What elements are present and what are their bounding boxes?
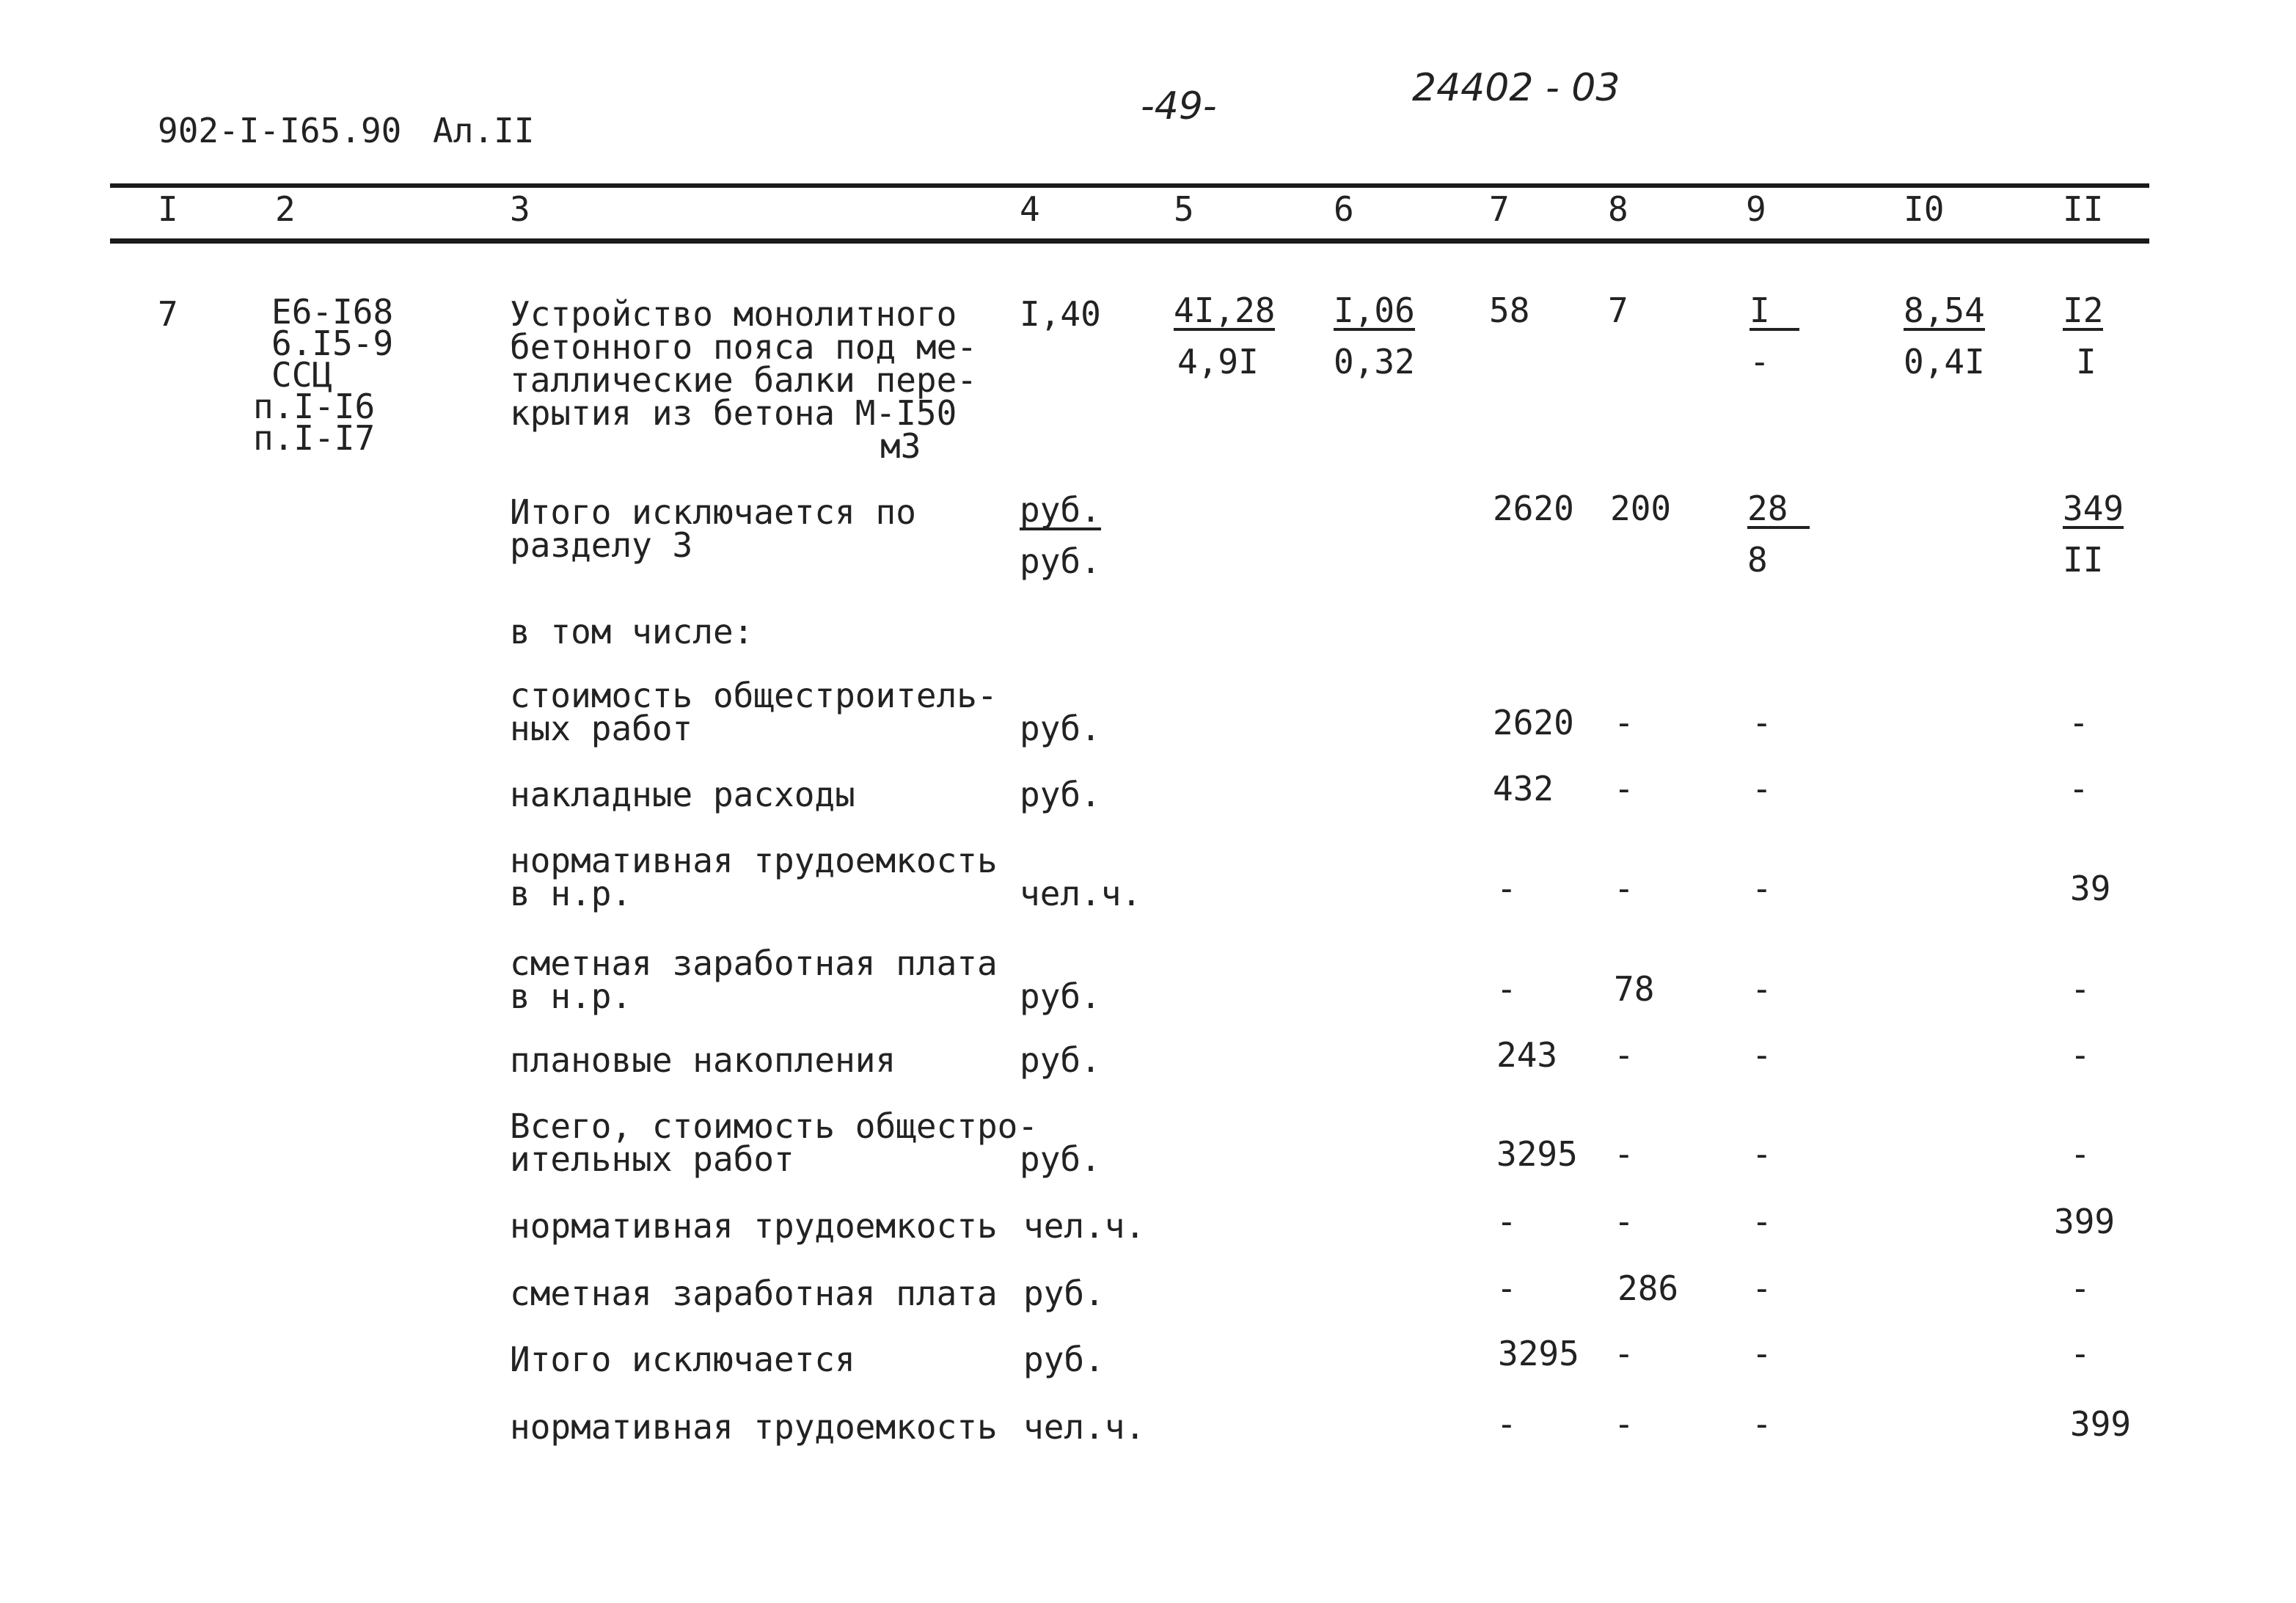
row-unit: руб. — [1020, 709, 1101, 748]
row-col11: - — [2070, 1134, 2091, 1174]
col-header-2: 2 — [275, 189, 296, 229]
including-label: в том числе: — [510, 612, 754, 651]
item-unit: м3 — [880, 426, 921, 466]
row-label: в н.р. — [510, 874, 632, 913]
row-col9: - — [1752, 969, 1772, 1009]
section-total-unit-top: руб. — [1020, 490, 1101, 530]
row-label: Всего, стоимость общестро- — [510, 1106, 1039, 1146]
row-col9: - — [1752, 869, 1772, 908]
row-unit: чел.ч. — [1023, 1407, 1146, 1447]
row-col9: - — [1752, 703, 1772, 742]
row-col7: - — [1496, 969, 1517, 1009]
item-ref: Е6-I68 — [271, 292, 394, 332]
row-col11: - — [2070, 969, 2091, 1009]
item-col11-bottom: I — [2076, 342, 2096, 381]
row-col9: - — [1752, 769, 1772, 808]
row-col9: - — [1752, 1202, 1772, 1241]
row-label: ных работ — [510, 709, 693, 748]
col-header-5: 5 — [1174, 189, 1194, 229]
col-header-7: 7 — [1489, 189, 1510, 229]
row-col8: 78 — [1614, 969, 1655, 1009]
row-label: нормативная трудоемкость — [510, 1407, 998, 1447]
row-col7: 243 — [1496, 1035, 1558, 1075]
item-col5-top: 4I,28 — [1174, 291, 1276, 330]
row-col11: - — [2070, 1268, 2091, 1308]
item-col9-bottom: - — [1750, 342, 1770, 381]
item-col6-bottom: 0,32 — [1334, 342, 1415, 381]
section-total-unit-bottom: руб. — [1020, 541, 1101, 581]
row-col8: - — [1614, 1134, 1634, 1174]
stamp-number: 24402 - 03 — [1412, 66, 1620, 110]
row-col7: 3295 — [1498, 1334, 1579, 1373]
row-unit: руб. — [1020, 1139, 1101, 1179]
item-col7: 58 — [1489, 291, 1530, 330]
row-label: накладные расходы — [510, 775, 855, 814]
row-label: сметная заработная плата — [510, 943, 998, 983]
item-col6-top: I,06 — [1334, 291, 1415, 330]
col-header-9: 9 — [1746, 189, 1766, 229]
row-col7: - — [1496, 869, 1517, 908]
row-unit: руб. — [1023, 1340, 1105, 1379]
page-number: -49- — [1141, 84, 1217, 128]
item-description-line: Устройство монолитного — [510, 294, 957, 334]
item-number: 7 — [158, 294, 178, 334]
row-label: в н.р. — [510, 976, 632, 1016]
row-label: стоимость общестроитель- — [510, 676, 998, 715]
col-header-6: 6 — [1334, 189, 1354, 229]
row-label: сметная заработная плата — [510, 1274, 998, 1313]
row-col8: - — [1614, 869, 1634, 908]
sheet-label: Ал.II — [433, 111, 535, 150]
section-total-col7: 2620 — [1493, 489, 1574, 528]
row-col7: 432 — [1493, 769, 1554, 808]
row-label: плановые накопления — [510, 1040, 896, 1080]
row-col11: - — [2070, 1035, 2091, 1075]
row-col9: - — [1752, 1268, 1772, 1308]
row-col9: - — [1752, 1035, 1772, 1075]
item-col10-top: 8,54 — [1904, 291, 1985, 330]
row-unit: руб. — [1023, 1274, 1105, 1313]
row-col8: - — [1614, 1035, 1634, 1075]
section-total-col8: 200 — [1610, 489, 1672, 528]
item-ref: 6.I5-9 — [271, 324, 394, 363]
col-header-4: 4 — [1020, 189, 1040, 229]
col-header-8: 8 — [1608, 189, 1628, 229]
row-unit: руб. — [1020, 976, 1101, 1016]
row-col8: - — [1614, 1202, 1634, 1241]
row-col7: - — [1496, 1404, 1517, 1444]
row-label: нормативная трудоемкость — [510, 1206, 998, 1246]
row-col11: 39 — [2070, 869, 2111, 908]
col-header-11: II — [2063, 189, 2104, 229]
row-col11: 399 — [2070, 1404, 2132, 1444]
table-top-rule — [110, 183, 2149, 188]
row-label: ительных работ — [510, 1139, 794, 1179]
section-total-col9-bottom: 8 — [1747, 540, 1768, 580]
row-col11: - — [2069, 769, 2089, 808]
item-ref: п.I-I7 — [253, 418, 376, 458]
item-col9-top: I — [1750, 293, 1799, 331]
row-col9: - — [1752, 1404, 1772, 1444]
item-description-line: бетонного пояса под ме- — [510, 327, 977, 367]
item-description-line: крытия из бетона М-I50 — [510, 393, 957, 433]
row-col8: - — [1614, 1334, 1634, 1373]
item-col10-bottom: 0,4I — [1904, 342, 1985, 381]
section-total-col11-bottom: II — [2063, 540, 2104, 580]
col-header-3: 3 — [510, 189, 530, 229]
item-quantity: I,40 — [1020, 294, 1101, 334]
item-ref: п.I-I6 — [253, 387, 376, 426]
col-header-1: I — [158, 189, 178, 229]
item-col8: 7 — [1608, 291, 1628, 330]
section-total-col11-top: 349 — [2063, 489, 2124, 528]
row-col8: - — [1614, 1404, 1634, 1444]
row-col7: - — [1496, 1268, 1517, 1308]
item-description-line: таллические балки пере- — [510, 360, 977, 400]
row-col7: - — [1496, 1202, 1517, 1241]
item-col5-bottom: 4,9I — [1177, 342, 1259, 381]
row-label: Итого исключается — [510, 1340, 855, 1379]
row-unit: чел.ч. — [1023, 1206, 1146, 1246]
row-unit: чел.ч. — [1020, 874, 1142, 913]
doc-code: 902-I-I65.90 — [158, 111, 402, 150]
item-ref: ССЦ — [271, 355, 333, 395]
section-total-label: разделу 3 — [510, 525, 693, 565]
row-col11: 399 — [2054, 1202, 2116, 1241]
item-col11-top: I2 — [2063, 291, 2104, 330]
row-unit: руб. — [1020, 1040, 1101, 1080]
row-col8: - — [1614, 703, 1634, 742]
row-label: нормативная трудоемкость — [510, 841, 998, 880]
row-col11: - — [2069, 703, 2089, 742]
row-col9: - — [1752, 1134, 1772, 1174]
col-header-10: I0 — [1904, 189, 1945, 229]
row-col9: - — [1752, 1334, 1772, 1373]
section-total-label: Итого исключается по — [510, 492, 916, 532]
row-unit: руб. — [1020, 775, 1101, 814]
row-col8: - — [1614, 769, 1634, 808]
row-col7: 3295 — [1496, 1134, 1578, 1174]
section-total-col9-top: 28 — [1747, 492, 1810, 529]
table-header-rule — [110, 238, 2149, 244]
row-col8: 286 — [1617, 1268, 1679, 1308]
row-col11: - — [2070, 1334, 2091, 1373]
row-col7: 2620 — [1493, 703, 1574, 742]
